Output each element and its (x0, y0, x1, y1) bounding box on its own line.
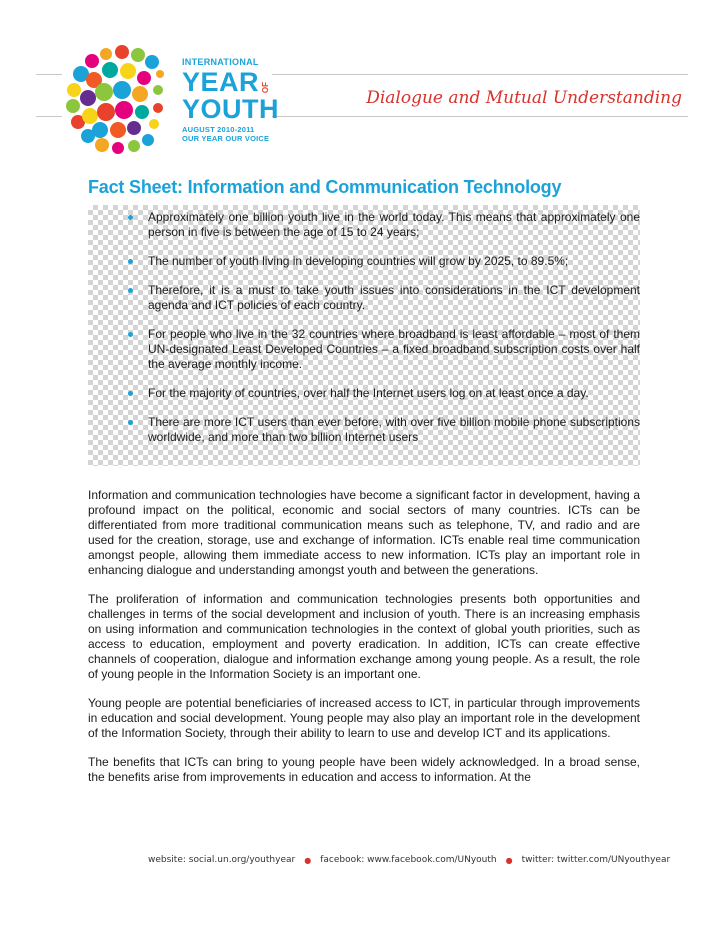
footer-website-link[interactable]: website: social.un.org/youthyear (148, 855, 296, 865)
list-item: Approximately one billion youth live in the world today. This means that approximately one person in five is between the age of 15 to 24 years; (128, 210, 640, 240)
header-rule-left-bottom (36, 116, 62, 117)
separator-dot-icon: ● (304, 855, 312, 865)
separator-dot-icon: ● (505, 855, 513, 865)
header-rule-right-bottom (272, 116, 688, 117)
bullet-icon (128, 420, 133, 425)
bullet-icon (128, 215, 133, 220)
list-item: For people who live in the 32 countries where broadband is least affordable – most of them UN-designated Least Developed Countries – a fixed broadband subscription costs over half the average monthly income. (128, 327, 640, 372)
list-item: Therefore, it is a must to take youth issues into considerations in the ICT development agenda and ICT policies of each country. (128, 283, 640, 313)
header-rule-left-top (36, 74, 62, 75)
footer-twitter-link[interactable]: twitter: twitter.com/UNyouthyear (521, 855, 671, 865)
bullet-icon (128, 332, 133, 337)
paragraph: Information and communication technologies have become a significant factor in development, having a profound impact on the political, economic and social sectors of many countries. ICTs can be differentiated from more traditional communication means such as telephone, TV, and radio and are used for the creation, storage, use and exchange of information. ICTs enable real time communication amongst people, allowing them immediate access to new information. ICTs play an important role in enhancing dialogue and understanding amongst youth and between the generations. (88, 488, 640, 577)
logo-slogan: OUR YEAR OUR VOICE (182, 133, 270, 143)
fact-bullet-list (128, 210, 640, 459)
logo-wordmark (182, 58, 279, 142)
logo-international: INTERNATIONAL (182, 57, 259, 67)
logo-year: YEAR (182, 67, 260, 97)
youth-year-logo-icon (66, 44, 178, 154)
bullet-icon (128, 288, 133, 293)
footer-facebook-link[interactable]: facebook: www.facebook.com/UNyouth (320, 855, 497, 865)
header-tagline: Dialogue and Mutual Understanding (366, 88, 682, 108)
body-text (88, 488, 640, 799)
page-title: Fact Sheet: Information and Communication Technology (88, 177, 562, 197)
paragraph: Young people are potential beneficiaries of increased access to ICT, in particular through improvements in education and social development. Young people may also play an important role in the development of the Information Society, through their ability to learn to use and develop ICT and its applications. (88, 696, 640, 740)
paragraph: The proliferation of information and communication technologies presents both opportunities and challenges in terms of the social development and inclusion of youth. There is an increasing emphasis on using information and communication technologies in the context of global youth priorities, such as access to education, employment and poverty eradication. In addition, ICTs can create effective channels of cooperation, dialogue and information exchange among young people. As a result, the role of young people in the Information Society is an important one. (88, 592, 640, 681)
footer (108, 848, 671, 872)
bullet-icon (128, 391, 133, 396)
list-item: The number of youth living in developing countries will grow by 2025, to 89.5%; (128, 254, 640, 269)
footer-links (148, 855, 670, 865)
list-item: There are more ICT users than ever before, with over five billion mobile phone subscriptions worldwide, and more than two billion Internet users (128, 415, 640, 445)
header-rule-right-top (272, 74, 688, 75)
paragraph: The benefits that ICTs can bring to young people have been widely acknowledged. In a broad sense, the benefits arise from improvements in education and access to information. At the (88, 755, 640, 784)
logo-of: OF (261, 81, 271, 93)
list-item: For the majority of countries, over half the Internet users log on at least once a day. (128, 386, 640, 401)
logo-youth: YOUTH (182, 94, 279, 124)
bullet-icon (128, 259, 133, 264)
logo-dates: AUGUST 2010-2011 (182, 125, 255, 134)
